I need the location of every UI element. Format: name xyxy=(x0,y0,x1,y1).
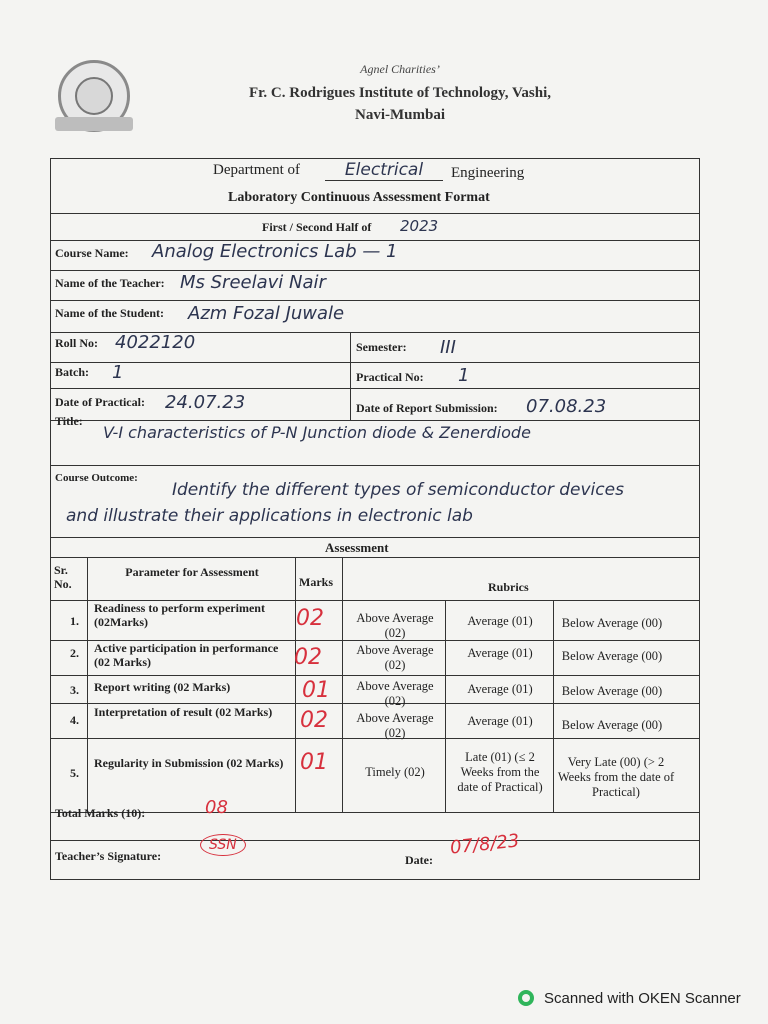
date-label: Date: xyxy=(405,853,433,867)
signature-label: Teacher’s Signature: xyxy=(55,849,162,863)
batch-label: Batch: xyxy=(55,365,89,379)
student-value: Azm Fozal Juwale xyxy=(188,303,345,324)
row4-r2: Average (01) xyxy=(467,714,533,728)
row1-r3: Below Average (00) xyxy=(561,616,663,630)
course-label: Course Name: xyxy=(55,246,129,260)
dors-label: Date of Report Submission: xyxy=(356,401,498,415)
row5-param: Regularity in Submission (02 Marks) xyxy=(94,756,284,770)
trust-name: Agnel Charities’ xyxy=(360,62,440,76)
col-param: Parameter for Assessment xyxy=(125,565,259,579)
row5-r1: Timely (02) xyxy=(365,765,425,779)
col-rubrics: Rubrics xyxy=(488,580,529,594)
row4-mark: 02 xyxy=(300,708,328,733)
total-label: Total Marks (10): xyxy=(55,806,146,820)
row3-param: Report writing (02 Marks) xyxy=(94,680,231,694)
row3-r3: Below Average (00) xyxy=(561,684,663,698)
college-logo-icon xyxy=(58,60,130,132)
row5-r2: Late (01) (≤ 2 Weeks from the date of Practical) xyxy=(457,750,543,794)
practical-no-label: Practical No: xyxy=(356,370,424,384)
roll-value: 4022120 xyxy=(115,332,196,353)
outcome-line1: Identify the different types of semiconductor devices xyxy=(172,480,624,500)
row4-r3: Below Average (00) xyxy=(561,718,663,732)
student-label: Name of the Student: xyxy=(55,306,164,320)
outcome-line2: and illustrate their applications in electronic lab xyxy=(66,506,473,526)
institute-name: Fr. C. Rodrigues Institute of Technology, Vashi, xyxy=(248,85,551,101)
row5-r3: Very Late (00) (> 2 Weeks from the date of Practical) xyxy=(557,755,675,799)
row4-no: 4. xyxy=(70,713,79,727)
row2-r1: Above Average (02) xyxy=(356,643,434,672)
half-label: First / Second Half of xyxy=(262,220,372,234)
practical-no-value: 1 xyxy=(458,365,470,386)
dept-prefix: Department of xyxy=(213,162,301,178)
dors-value: 07.08.23 xyxy=(526,396,607,417)
title-label: Title: xyxy=(55,414,83,428)
row3-mark: 01 xyxy=(302,678,330,703)
course-value: Analog Electronics Lab — 1 xyxy=(152,241,398,262)
semester-value: III xyxy=(440,337,456,358)
row2-param: Active participation in performance (02 Marks) xyxy=(94,641,279,669)
oken-scanner-icon xyxy=(518,990,534,1006)
batch-value: 1 xyxy=(112,362,124,383)
row1-no: 1. xyxy=(70,614,79,628)
row2-no: 2. xyxy=(70,646,79,660)
total-value: 08 xyxy=(205,797,228,818)
half-value: 2023 xyxy=(400,217,439,235)
row2-r3: Below Average (00) xyxy=(561,649,663,663)
title-value: V-I characteristics of P-N Junction diode & Zenerdiode xyxy=(103,423,531,442)
institute-city: Navi-Mumbai xyxy=(355,107,445,123)
row2-mark: 02 xyxy=(294,645,322,670)
row1-mark: 02 xyxy=(296,606,324,631)
row5-mark: 01 xyxy=(300,750,328,775)
row4-r1: Above Average (02) xyxy=(356,711,434,740)
row3-r2: Average (01) xyxy=(467,682,533,696)
row1-r1: Above Average (02) xyxy=(356,611,434,640)
row3-r1: Above Average (02) xyxy=(356,679,434,708)
scanner-watermark xyxy=(518,990,741,1007)
roll-label: Roll No: xyxy=(55,336,98,350)
col-srno: Sr. No. xyxy=(54,563,72,591)
dept-value: Electrical xyxy=(325,160,443,181)
teacher-label: Name of the Teacher: xyxy=(55,276,165,290)
row1-r2: Average (01) xyxy=(467,614,533,628)
row5-no: 5. xyxy=(70,766,79,780)
row1-param: Readiness to perform experiment (02Marks) xyxy=(94,601,265,629)
teacher-signature: SSN xyxy=(200,834,246,856)
semester-label: Semester: xyxy=(356,340,407,354)
dop-value: 24.07.23 xyxy=(165,392,246,413)
outcome-label: Course Outcome: xyxy=(55,472,138,484)
row3-no: 3. xyxy=(70,683,79,697)
row4-param: Interpretation of result (02 Marks) xyxy=(94,705,273,719)
date-value: 07/8/23 xyxy=(449,830,521,859)
form-subtitle: Laboratory Continuous Assessment Format xyxy=(228,190,490,205)
assessment-heading: Assessment xyxy=(325,540,389,555)
col-marks: Marks xyxy=(299,575,333,589)
teacher-value: Ms Sreelavi Nair xyxy=(180,272,326,293)
scanner-text: Scanned with OKEN Scanner xyxy=(544,990,741,1007)
dop-label: Date of Practical: xyxy=(55,395,145,409)
row2-r2: Average (01) xyxy=(467,646,533,660)
dept-suffix: Engineering xyxy=(451,165,525,181)
